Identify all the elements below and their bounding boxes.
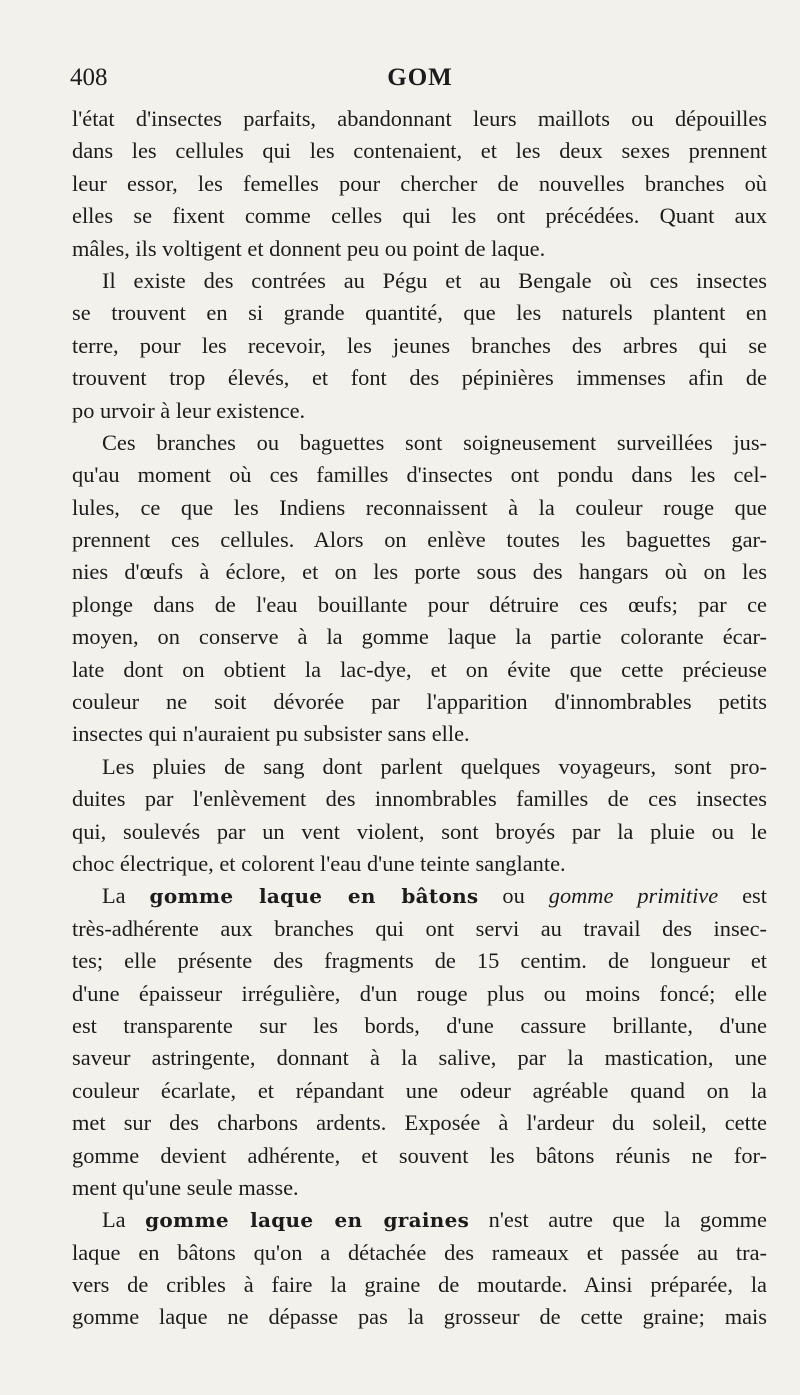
text-line bbox=[72, 103, 767, 135]
text-segment: late dont on obtient la lac-dye, et on évite que cette précieuse bbox=[72, 656, 767, 682]
text-line bbox=[72, 1075, 767, 1107]
text-line bbox=[72, 135, 767, 167]
text-segment: dans les cellules qui les contenaient, et les deux sexes prennent bbox=[72, 138, 767, 164]
text-segment: n'est autre que la gomme bbox=[469, 1207, 767, 1233]
text-segment: plonge dans de l'eau bouillante pour détruire ces œufs; par ce bbox=[72, 591, 767, 617]
text-line bbox=[72, 1010, 767, 1042]
text-line bbox=[72, 492, 767, 524]
text-line bbox=[72, 556, 767, 588]
bold-term: gomme laque en bâtons bbox=[149, 884, 479, 909]
text-line bbox=[72, 395, 767, 427]
text-segment: laque en bâtons qu'on a détachée des rameaux et passée au tra- bbox=[72, 1239, 767, 1265]
text-segment: gomme laque ne dépasse pas la grosseur de cette graine; mais bbox=[72, 1304, 767, 1330]
text-segment: La bbox=[102, 883, 150, 909]
text-line bbox=[72, 848, 767, 880]
text-segment: Les pluies de sang dont parlent quelques voyageurs, sont pro- bbox=[102, 753, 767, 779]
text-segment: Il existe des contrées au Pégu et au Bengale où ces insectes bbox=[102, 267, 767, 293]
text-line bbox=[72, 654, 767, 686]
page-header bbox=[70, 64, 770, 98]
text-line bbox=[72, 1107, 767, 1139]
text-segment: ment qu'une seule masse. bbox=[72, 1174, 299, 1200]
text-segment: gomme devient adhérente, et souvent les bâtons réunis ne for- bbox=[72, 1142, 767, 1168]
text-line bbox=[72, 816, 767, 848]
text-segment: est bbox=[718, 883, 767, 909]
text-segment: po urvoir à leur existence. bbox=[72, 397, 306, 423]
text-line bbox=[72, 427, 767, 459]
text-segment: terre, pour les recevoir, les jeunes branches des arbres qui se bbox=[72, 332, 767, 358]
text-line bbox=[72, 913, 767, 945]
text-segment: lules, ce que les Indiens reconnaissent à la couleur rouge que bbox=[72, 494, 767, 520]
text-segment: mâles, ils voltigent et donnent peu ou point de laque. bbox=[72, 235, 546, 261]
text-line bbox=[72, 265, 767, 297]
text-line bbox=[72, 1140, 767, 1172]
text-segment: couleur ne soit dévorée par l'apparition d'innombrables petits bbox=[72, 689, 767, 715]
text-line bbox=[72, 233, 767, 265]
text-segment: ou bbox=[478, 883, 549, 909]
text-segment: est transparente sur les bords, d'une cassure brillante, d'une bbox=[72, 1012, 767, 1038]
text-line bbox=[72, 1269, 767, 1301]
text-line bbox=[72, 718, 767, 750]
text-line bbox=[72, 1042, 767, 1074]
text-line bbox=[72, 1301, 767, 1333]
bold-term: gomme laque en graines bbox=[145, 1208, 470, 1233]
text-segment: insectes qui n'auraient pu subsister sans elle. bbox=[72, 721, 470, 747]
text-segment: très-adhérente aux branches qui ont servi au travail des insec- bbox=[72, 915, 767, 941]
text-segment: elles se fixent comme celles qui les ont précédées. Quant aux bbox=[72, 203, 767, 229]
text-segment: moyen, on conserve à la gomme laque la partie colorante écar- bbox=[72, 624, 767, 650]
page-number: 408 bbox=[70, 64, 108, 91]
text-line bbox=[72, 1204, 767, 1236]
text-line bbox=[72, 751, 767, 783]
text-line bbox=[72, 1237, 767, 1269]
text-segment: vers de cribles à faire la graine de moutarde. Ainsi préparée, la bbox=[72, 1272, 767, 1298]
text-line bbox=[72, 200, 767, 232]
text-line bbox=[72, 330, 767, 362]
text-line bbox=[72, 297, 767, 329]
text-segment: duites par l'enlèvement des innombrables familles de ces insectes bbox=[72, 786, 767, 812]
text-line bbox=[72, 978, 767, 1010]
text-segment: met sur des charbons ardents. Exposée à l'ardeur du soleil, cette bbox=[72, 1110, 767, 1136]
text-segment: trouvent trop élevés, et font des pépinières immenses afin de bbox=[72, 365, 767, 391]
text-segment: l'état d'insectes parfaits, abandonnant leurs maillots ou dépouilles bbox=[72, 106, 767, 131]
text-line bbox=[72, 168, 767, 200]
text-segment: Ces branches ou baguettes sont soigneusement surveillées jus- bbox=[102, 429, 767, 455]
text-segment: nies d'œufs à éclore, et on les porte sous des hangars où on les bbox=[72, 559, 767, 585]
text-line bbox=[72, 621, 767, 653]
text-line bbox=[72, 880, 767, 912]
text-line bbox=[72, 686, 767, 718]
italic-term: gomme primitive bbox=[548, 883, 719, 909]
text-segment: se trouvent en si grande quantité, que les naturels plantent en bbox=[72, 300, 767, 326]
text-line bbox=[72, 783, 767, 815]
text-line bbox=[72, 524, 767, 556]
running-title: GOM bbox=[387, 64, 453, 91]
text-segment: qu'au moment où ces familles d'insectes ont pondu dans les cel- bbox=[72, 462, 767, 488]
text-segment: d'une épaisseur irrégulière, d'un rouge plus ou moins foncé; elle bbox=[72, 980, 767, 1006]
text-segment: choc électrique, et colorent l'eau d'une teinte sanglante. bbox=[72, 850, 566, 876]
text-segment: prennent ces cellules. Alors on enlève toutes les baguettes gar- bbox=[72, 527, 767, 553]
text-line bbox=[72, 362, 767, 394]
text-segment: saveur astringente, donnant à la salive, par la mastication, une bbox=[72, 1045, 767, 1071]
text-segment: leur essor, les femelles pour chercher de nouvelles branches où bbox=[72, 170, 767, 196]
text-segment: couleur écarlate, et répandant une odeur agréable quand on la bbox=[72, 1077, 767, 1103]
text-segment: tes; elle présente des fragments de 15 centim. de longueur et bbox=[72, 948, 767, 974]
text-segment: qui, soulevés par un vent violent, sont broyés par la pluie ou le bbox=[72, 818, 767, 844]
text-line bbox=[72, 945, 767, 977]
text-line bbox=[72, 459, 767, 491]
text-line bbox=[72, 589, 767, 621]
text-line bbox=[72, 1172, 767, 1204]
body-text bbox=[72, 103, 767, 1334]
text-segment: La bbox=[102, 1207, 146, 1233]
